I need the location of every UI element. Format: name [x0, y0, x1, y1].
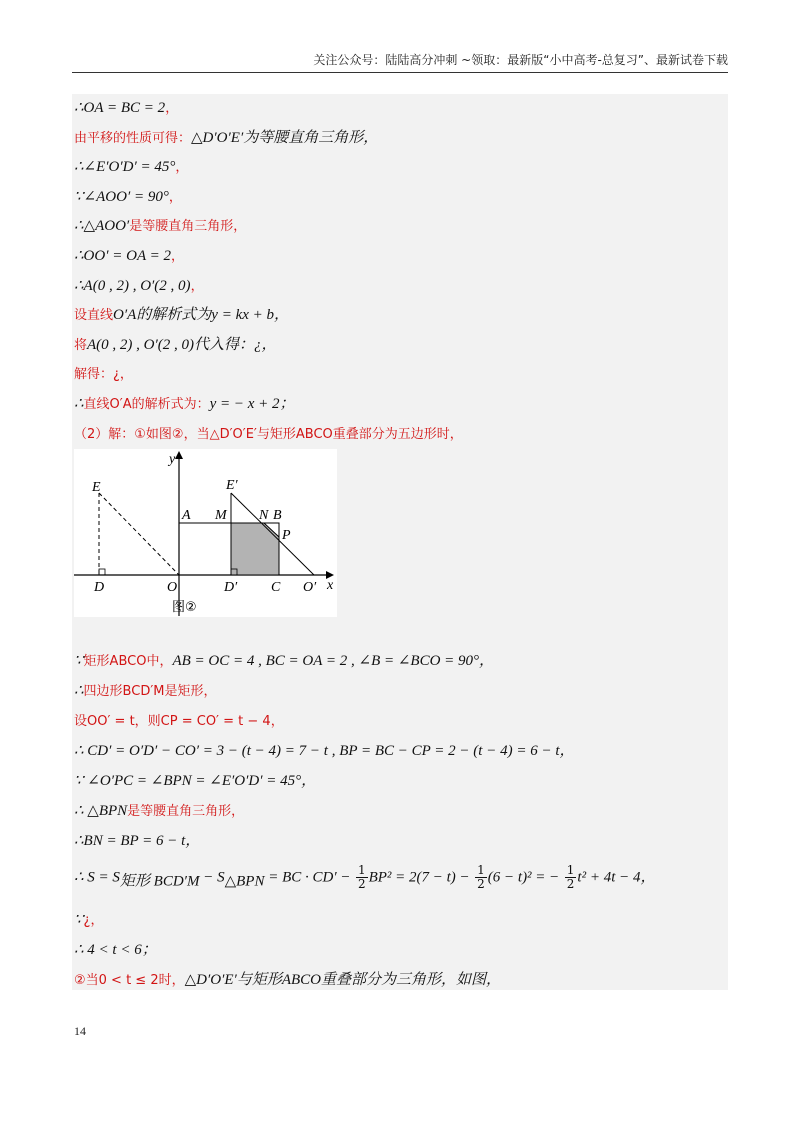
solution-line: （2）解：①如图②，当△D′O′E′与矩形ABCO重叠部分为五边形时，: [74, 426, 463, 442]
figure-svg: [74, 449, 337, 617]
solution-line: ∴△AOO′是等腰直角三角形，: [74, 218, 247, 235]
fraction-1: $\frac{1}{2}$: [357, 863, 366, 891]
solution-line: ∵∠AOO′ = 90°，: [74, 188, 182, 205]
label-P: P: [282, 528, 291, 543]
geometry-figure: [74, 449, 337, 617]
solution-line: 解得：¿，: [74, 367, 133, 383]
solution-panel: [72, 94, 728, 990]
overlap-pentagon: [231, 523, 279, 575]
solution-line: 将A(0 , 2) , O′(2 , 0)代入得：¿，: [74, 336, 277, 353]
solution-line: ∴BN = BP = 6 − t，: [74, 833, 201, 849]
right-angle-D: [99, 569, 105, 575]
label-O: O: [167, 580, 178, 595]
solution-line: ∵ ∠O′PC = ∠BPN = ∠E′O′D′ = 45°，: [74, 773, 317, 789]
solution-line: ∴A(0 , 2) , O′(2 , 0)，: [74, 277, 204, 294]
figure-caption: 图②: [172, 600, 197, 615]
page-header: 关注公众号：陆陆高分冲刺 ~领取：最新版“小中高考-总复习”、最新试卷下载: [72, 50, 728, 73]
page-number: 14: [74, 1024, 86, 1038]
fraction-2: $\frac{1}{2}$: [477, 863, 485, 891]
solution-line: ∴四边形BCD′M是矩形，: [74, 683, 217, 699]
solution-line: ∴OA = BC = 2，: [74, 100, 179, 116]
label-D: D: [94, 580, 105, 595]
solution-line: ∴ 4 < t < 6；: [74, 942, 157, 958]
area-formula: ∴ $S = S_{矩形 BCD'M} - S_{\triangle BPN}$ = BC · CD′ − $\frac{1}{2}$ BP² = 2(7 − t) − $\frac{1}{2}$ (6 − t)² = − $\frac{1}{2}$ t² + 4t − 4，: [74, 863, 656, 891]
solution-line: 由平移的性质可得：△D′O′E′为等腰直角三角形，: [74, 129, 379, 146]
solution-line: ②当0 < t ≤ 2时，△D′O′E′与矩形ABCO重叠部分为三角形，如图，: [74, 972, 501, 988]
dashed-EO: [99, 493, 179, 575]
solution-line: ∴∠E′O′D′ = 45°，: [74, 159, 189, 176]
label-C: C: [271, 580, 281, 595]
label-y: y: [169, 452, 176, 467]
solution-line: ∴ △BPN是等腰直角三角形，: [74, 803, 245, 819]
label-E-prime: E′: [226, 478, 238, 493]
label-O-prime: O′: [303, 580, 317, 595]
label-M: M: [215, 508, 227, 523]
label-x: x: [327, 578, 334, 593]
solution-line: ∴OO′ = OA = 2，: [74, 248, 184, 264]
solution-line: 设直线O′A的解析式为y = kx + b，: [74, 307, 290, 324]
solution-line: ∵矩形ABCO中，AB = OC = 4 , BC = OA = 2 , ∠B = ∠BCO = 90°，: [74, 653, 495, 669]
fraction-3: $\frac{1}{2}$: [566, 863, 575, 891]
solution-line: ∵¿，: [74, 912, 104, 928]
label-D-prime: D′: [224, 580, 238, 595]
solution-line: ∴直线O′A的解析式为：y = − x + 2；: [74, 396, 295, 412]
solution-line: 设OO′ = t，则CP = CO′ = t − 4，: [74, 714, 284, 729]
label-A: A: [182, 508, 191, 523]
y-axis-arrow: [175, 451, 183, 459]
label-B: B: [273, 508, 282, 523]
label-E: E: [92, 480, 101, 495]
label-N: N: [259, 508, 269, 523]
solution-line: ∴ CD′ = O′D′ − CO′ = 3 − (t − 4) = 7 − t , BP = BC − CP = 2 − (t − 4) = 6 − t，: [74, 743, 575, 759]
